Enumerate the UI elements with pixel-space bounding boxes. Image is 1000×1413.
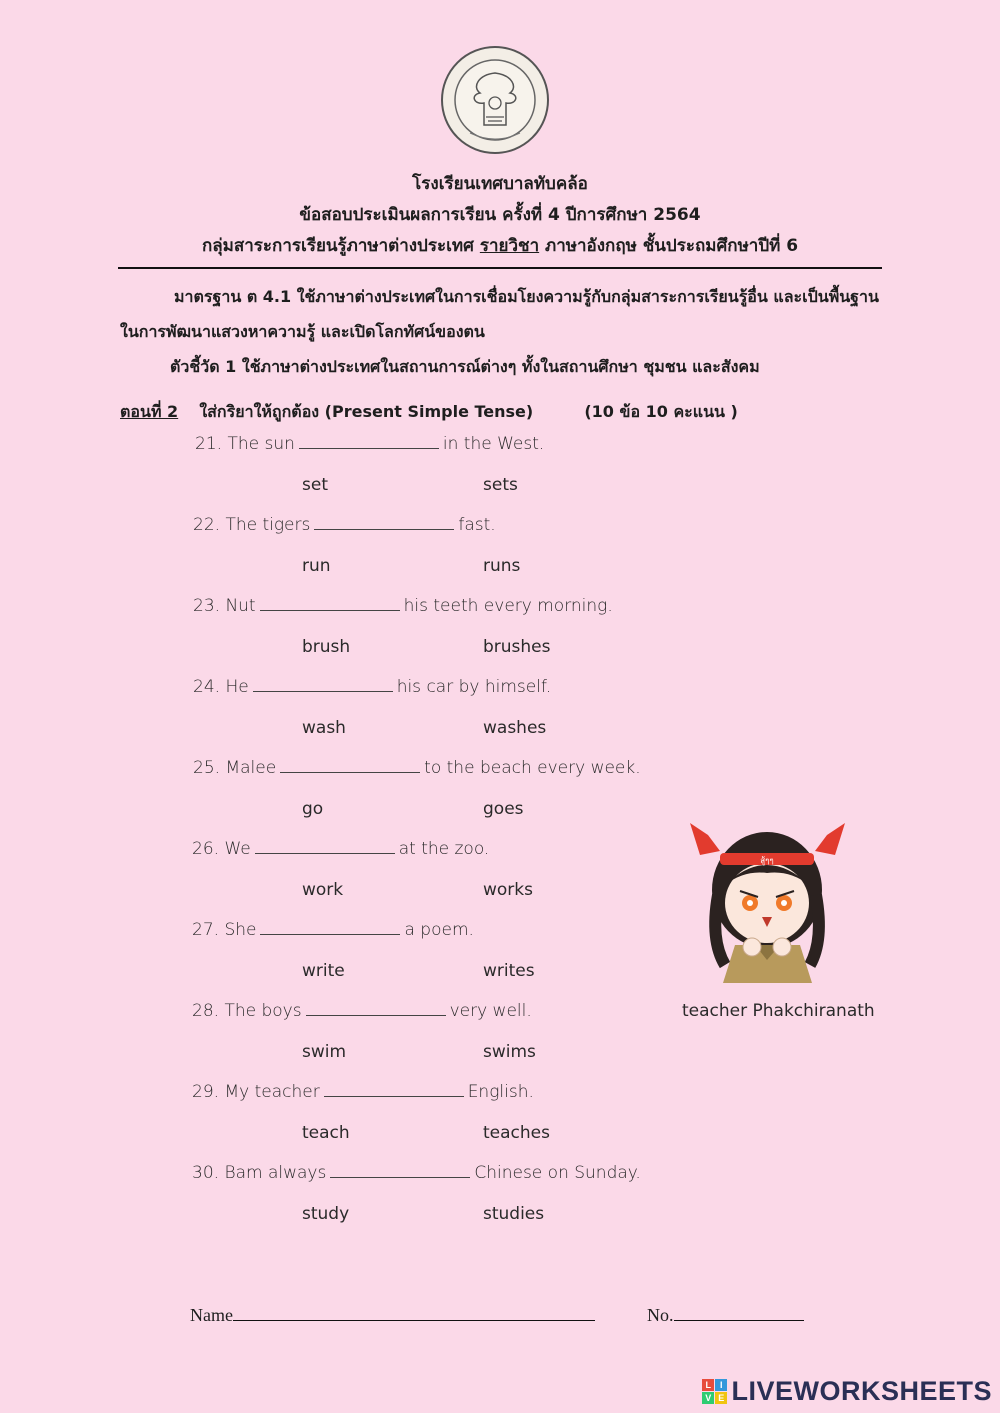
- name-field[interactable]: [190, 1304, 595, 1326]
- part-heading: [120, 400, 738, 425]
- option-base-verb[interactable]: work: [302, 880, 344, 900]
- question-text: 21. The sun: [195, 434, 295, 454]
- option-base-verb[interactable]: study: [302, 1204, 350, 1224]
- question-text-after: his teeth every morning.: [403, 596, 613, 616]
- option-s-verb[interactable]: writes: [483, 961, 535, 981]
- option-base-verb[interactable]: brush: [302, 637, 351, 657]
- question-text: 26. We: [192, 839, 251, 859]
- question-text-after: at the zoo.: [398, 839, 490, 859]
- teacher-illustration: [680, 815, 855, 990]
- number-field[interactable]: [647, 1304, 804, 1326]
- question-text-after: very well.: [449, 1001, 532, 1021]
- option-base-verb[interactable]: set: [302, 475, 328, 495]
- question-row: [193, 677, 551, 697]
- answer-blank[interactable]: [280, 758, 420, 773]
- option-s-verb[interactable]: runs: [483, 556, 521, 576]
- standard-line1: มาตรฐาน ต 4.1 ใช้ภาษาต่างประเทศในการเชื่อมโยงความรู้กับกลุ่มสาระการเรียนรู้อื่น และเป็นพื้นฐาน: [174, 287, 879, 306]
- exam-title: ข้อสอบประเมินผลการเรียน ครั้งที่ 4 ปีการศึกษา 2564: [299, 205, 701, 225]
- option-s-verb[interactable]: swims: [483, 1042, 536, 1062]
- answer-blank[interactable]: [324, 1082, 464, 1097]
- question-text-after: his car by himself.: [396, 677, 552, 697]
- name-label: Name: [190, 1305, 233, 1325]
- option-base-verb[interactable]: run: [302, 556, 331, 576]
- question-row: [195, 434, 544, 454]
- illustration-caption: teacher Phakchiranath: [682, 1001, 875, 1021]
- question-text-after: English.: [467, 1082, 534, 1102]
- liveworksheets-mark-icon: L I V E: [702, 1379, 727, 1404]
- question-row: [193, 596, 613, 616]
- question-text: 28. The boys: [192, 1001, 302, 1021]
- question-text: 24. He: [193, 677, 249, 697]
- option-base-verb[interactable]: go: [302, 799, 324, 819]
- answer-blank[interactable]: [306, 1001, 446, 1016]
- question-row: [192, 1001, 532, 1021]
- standard-line2: ในการพัฒนาแสวงหาความรู้ และเปิดโลกทัศน์ของตน: [120, 322, 485, 341]
- option-s-verb[interactable]: sets: [483, 475, 518, 495]
- number-line[interactable]: [674, 1304, 804, 1321]
- liveworksheets-logo: [702, 1376, 992, 1407]
- question-text-after: fast.: [458, 515, 496, 535]
- question-text: 22. The tigers: [193, 515, 311, 535]
- option-s-verb[interactable]: teaches: [483, 1123, 550, 1143]
- answer-blank[interactable]: [314, 515, 454, 530]
- part-instruction: ใส่กริยาให้ถูกต้อง (Present Simple Tense): [199, 402, 534, 421]
- answer-blank[interactable]: [299, 434, 439, 449]
- question-text-after: Chinese on Sunday.: [474, 1163, 641, 1183]
- part-label: ตอนที่ 2: [120, 402, 179, 421]
- question-text-after: a poem.: [404, 920, 474, 940]
- answer-blank[interactable]: [255, 839, 395, 854]
- question-row: [193, 758, 641, 778]
- question-text: 29. My teacher: [192, 1082, 320, 1102]
- subject-label: รายวิชา: [479, 236, 540, 256]
- part-score: (10 ข้อ 10 คะแนน ): [584, 402, 738, 421]
- question-text-after: in the West.: [442, 434, 545, 454]
- group-suffix: ภาษาอังกฤษ ชั้นประถมศึกษาปีที่ 6: [539, 236, 799, 256]
- option-base-verb[interactable]: teach: [302, 1123, 350, 1143]
- option-base-verb[interactable]: swim: [302, 1042, 347, 1062]
- headband-text: สู้ๆๆ: [760, 856, 774, 865]
- option-s-verb[interactable]: goes: [483, 799, 524, 819]
- question-text: 27. She: [192, 920, 257, 940]
- number-label: No.: [647, 1305, 674, 1325]
- name-line[interactable]: [233, 1304, 595, 1321]
- question-text: 30. Bam always: [192, 1163, 327, 1183]
- question-row: [193, 515, 496, 535]
- liveworksheets-brand: LIVEWORKSHEETS: [731, 1376, 992, 1406]
- school-seal: [440, 45, 550, 155]
- answer-blank[interactable]: [330, 1163, 470, 1178]
- header-divider: [118, 267, 882, 269]
- option-s-verb[interactable]: washes: [483, 718, 547, 738]
- question-text: 23. Nut: [193, 596, 256, 616]
- question-row: [192, 839, 489, 859]
- option-s-verb[interactable]: brushes: [483, 637, 551, 657]
- school-name: โรงเรียนเทศบาลทับคล้อ: [412, 174, 588, 194]
- answer-blank[interactable]: [253, 677, 393, 692]
- option-s-verb[interactable]: studies: [483, 1204, 545, 1224]
- option-s-verb[interactable]: works: [483, 880, 533, 900]
- subject-line: [0, 232, 1000, 259]
- question-text: 25. Malee: [193, 758, 277, 778]
- option-base-verb[interactable]: wash: [302, 718, 346, 738]
- option-base-verb[interactable]: write: [302, 961, 345, 981]
- question-row: [192, 1163, 641, 1183]
- group-prefix: กลุ่มสาระการเรียนรู้ภาษาต่างประเทศ: [201, 236, 480, 256]
- indicator: ตัวชี้วัด 1 ใช้ภาษาต่างประเทศในสถานการณ์ต่างๆ ทั้งในสถานศึกษา ชุมชน และสังคม: [170, 357, 760, 376]
- question-row: [192, 920, 474, 940]
- answer-blank[interactable]: [260, 596, 400, 611]
- question-text-after: to the beach every week.: [424, 758, 641, 778]
- question-row: [192, 1082, 534, 1102]
- answer-blank[interactable]: [260, 920, 400, 935]
